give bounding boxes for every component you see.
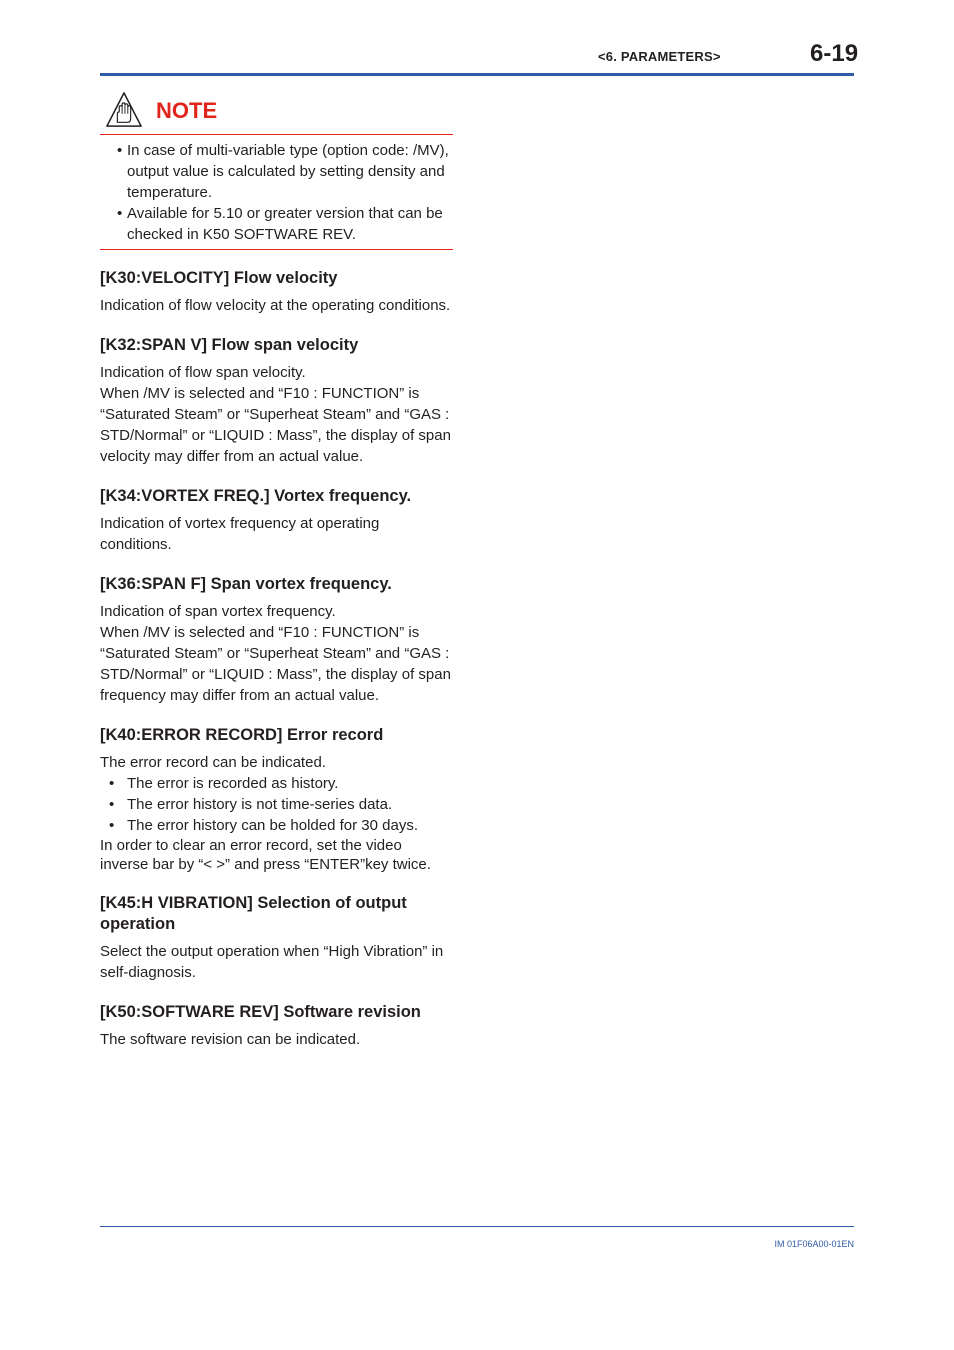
section-body: The error record can be indicated.: [100, 754, 326, 771]
section-body: Indication of flow velocity at the operating conditions.: [100, 297, 451, 314]
hand-warning-icon: [105, 91, 143, 129]
section-k34: [100, 486, 453, 555]
section-heading: [K34:VORTEX FREQ.] Vortex frequency.: [100, 487, 412, 505]
error-record-list: [100, 773, 453, 836]
section-body: Indication of span vortex frequency. When /MV is selected and “F10 : FUNCTION” is “Saturated Steam” or “Superheat Steam” and “GAS : STD/Normal” or “LIQUID : Mass”, the display of span frequency may differ from an actual value.: [100, 603, 451, 704]
section-k36: [100, 574, 453, 706]
note-list: [100, 135, 453, 249]
section-heading: [K32:SPAN V] Flow span velocity: [100, 336, 359, 354]
section-k45: [100, 893, 453, 983]
section-heading: [K45:H VIBRATION] Selection of output operation: [100, 894, 407, 933]
section-heading: [K50:SOFTWARE REV] Software revision: [100, 1003, 421, 1021]
section-body: Select the output operation when “High Vibration” in self-diagnosis.: [100, 943, 444, 981]
note-item: • In case of multi-variable type (option code: /MV), output value is calculated by setting density and temperature.: [117, 142, 449, 201]
section-k50: [100, 1002, 453, 1050]
section-body-after: In order to clear an error record, set the video inverse bar by “< >” and press “ENTER”key twice.: [100, 837, 431, 873]
note-item: • Available for 5.10 or greater version that can be checked in K50 SOFTWARE REV.: [117, 205, 443, 243]
section-k32: [100, 335, 453, 467]
section-heading: [K36:SPAN F] Span vortex frequency.: [100, 575, 392, 593]
list-item: • The error history can be holded for 30 days.: [109, 817, 418, 834]
header-rule: [100, 73, 854, 76]
list-item: • The error history is not time-series data.: [109, 796, 393, 813]
section-body: Indication of vortex frequency at operating conditions.: [100, 515, 380, 553]
section-body: Indication of flow span velocity. When /MV is selected and “F10 : FUNCTION” is “Saturated Steam” or “Superheat Steam” and “GAS : STD/Normal” or “LIQUID : Mass”, the display of span velocity may differ from an actual value.: [100, 364, 451, 465]
section-k30: [100, 268, 453, 316]
content-column: [100, 88, 453, 1050]
list-item: • The error is recorded as history.: [109, 775, 339, 792]
page-number: 6-19: [810, 40, 859, 67]
section-heading: [K40:ERROR RECORD] Error record: [100, 726, 384, 744]
document-code: IM 01F06A00-01EN: [774, 1239, 854, 1249]
note-bottom-rule: [100, 249, 453, 250]
header-section-label: <6. PARAMETERS>: [598, 49, 721, 64]
note-header: [100, 88, 453, 134]
section-heading: [K30:VELOCITY] Flow velocity: [100, 269, 338, 287]
section-k40: [100, 725, 453, 874]
section-body: The software revision can be indicated.: [100, 1031, 361, 1048]
footer-rule: [100, 1226, 854, 1227]
note-title: NOTE: [156, 98, 218, 123]
